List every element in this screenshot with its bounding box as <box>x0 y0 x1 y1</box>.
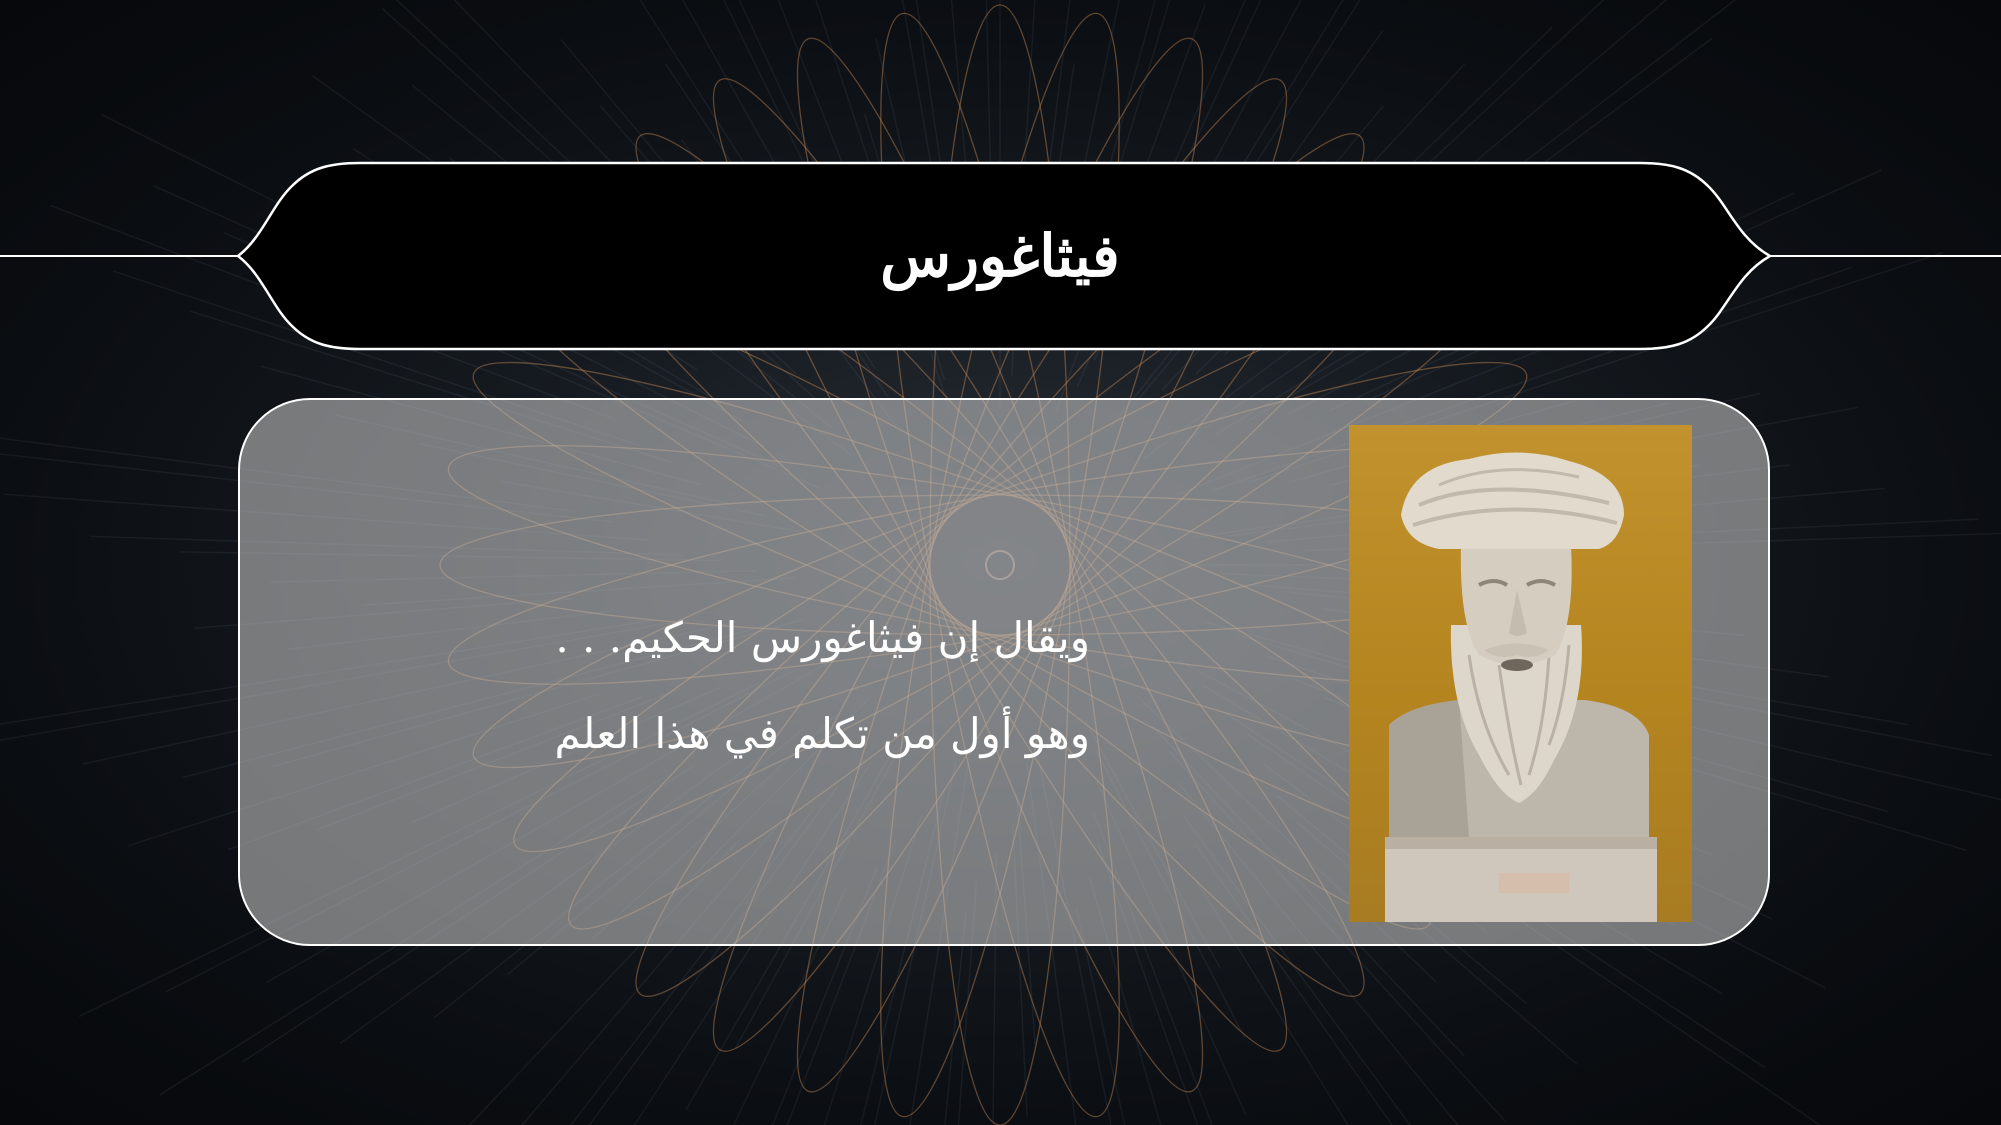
slide-title: فيثاغورس <box>880 222 1120 290</box>
pythagoras-bust-image <box>1349 425 1692 922</box>
body-line-1: ويقال إن فيثاغورس الحكيم. . . <box>555 613 1090 662</box>
body-text <box>470 590 1090 782</box>
body-line-2: وهو أول من تكلم في هذا العلم <box>554 709 1090 758</box>
